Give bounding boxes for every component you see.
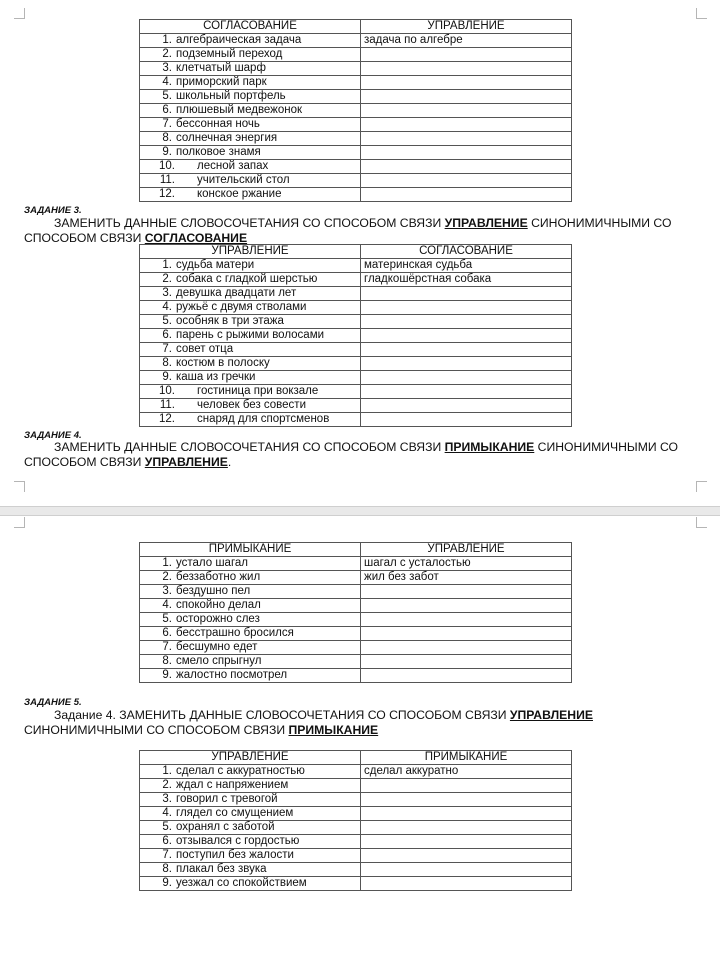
table-primykanie-upravlenie: [139, 542, 572, 683]
phrase-cell: [140, 641, 361, 655]
answer-cell: [361, 599, 572, 613]
phrase-text: осторожно слез: [176, 613, 260, 625]
phrase-text: совет отца: [176, 343, 234, 355]
table-row: [140, 849, 572, 863]
phrase-text: смело спрыгнул: [176, 655, 262, 667]
task-keyword: СОГЛАСОВАНИЕ: [144, 230, 248, 245]
answer-cell: [361, 146, 572, 160]
phrase-cell: [140, 132, 361, 146]
answer-cell: [361, 385, 572, 399]
phrase-cell: [140, 613, 361, 627]
answer-cell: [361, 413, 572, 427]
row-number: 12.: [159, 413, 175, 425]
phrase-text: спокойно делал: [176, 599, 261, 611]
phrase-cell: [140, 835, 361, 849]
phrase-cell: [140, 357, 361, 371]
table-soglasovanie-upravlenie: [139, 19, 572, 202]
phrase-text: парень с рыжими волосами: [176, 329, 325, 341]
column-header: СОГЛАСОВАНИЕ: [361, 245, 572, 259]
phrase-cell: [140, 413, 361, 427]
phrase-text: учительский стол: [197, 174, 290, 186]
answer-cell: [361, 863, 572, 877]
table-row: [140, 301, 572, 315]
phrase-text: приморский парк: [176, 76, 267, 88]
answer-cell: шагал с усталостью: [361, 557, 572, 571]
phrase-cell: [140, 301, 361, 315]
answer-cell: сделал аккуратно: [361, 765, 572, 779]
phrase-text: устало шагал: [176, 557, 249, 569]
crop-mark: [696, 481, 707, 492]
crop-mark: [14, 517, 25, 528]
phrase-cell: [140, 793, 361, 807]
task-text-part: ЗАМЕНИТЬ ДАННЫЕ СЛОВОСОЧЕТАНИЯ СО СПОСОБОМ СВЯЗИ: [54, 440, 445, 454]
phrase-cell: [140, 655, 361, 669]
answer-cell: [361, 315, 572, 329]
phrase-text: беззаботно жил: [176, 571, 261, 583]
row-number: 8.: [162, 863, 172, 875]
table-row: [140, 821, 572, 835]
task-keyword: ПРИМЫКАНИЕ: [288, 722, 379, 737]
answer-cell: [361, 613, 572, 627]
phrase-cell: [140, 174, 361, 188]
task-text-part: СИНОНИМИЧНЫМИ СО СПОСОБОМ СВЯЗИ: [24, 216, 672, 245]
answer-cell: [361, 329, 572, 343]
answer-cell: [361, 627, 572, 641]
row-number: 7.: [162, 118, 172, 130]
answer-cell: гладкошёрстная собака: [361, 273, 572, 287]
row-number: 2.: [162, 273, 172, 285]
column-header: ПРИМЫКАНИЕ: [361, 751, 572, 765]
phrase-cell: [140, 599, 361, 613]
phrase-cell: [140, 863, 361, 877]
phrase-cell: [140, 90, 361, 104]
phrase-text: человек без совести: [197, 399, 307, 411]
column-header: УПРАВЛЕНИЕ: [361, 20, 572, 34]
phrase-text: снаряд для спортсменов: [197, 413, 330, 425]
answer-cell: [361, 655, 572, 669]
task-heading: ЗАДАНИЕ 5.: [24, 697, 82, 708]
phrase-text: каша из гречки: [176, 371, 256, 383]
table-row: [140, 585, 572, 599]
phrase-cell: [140, 118, 361, 132]
table-row: [140, 399, 572, 413]
answer-cell: [361, 835, 572, 849]
row-number: 11.: [159, 399, 175, 411]
answer-cell: [361, 807, 572, 821]
phrase-text: бессонная ночь: [176, 118, 260, 130]
row-number: 4.: [162, 599, 172, 611]
phrase-cell: [140, 104, 361, 118]
task-text-part: СИНОНИМИЧНЫМИ СО СПОСОБОМ СВЯЗИ: [24, 722, 289, 737]
phrase-text: говорил с тревогой: [176, 793, 278, 805]
table-row: [140, 413, 572, 427]
phrase-text: особняк в три этажа: [176, 315, 284, 327]
table-upravlenie-soglasovanie: [139, 244, 572, 427]
phrase-cell: [140, 188, 361, 202]
table-row: [140, 613, 572, 627]
phrase-text: лесной запах: [197, 160, 269, 172]
phrase-cell: [140, 287, 361, 301]
row-number: 5.: [162, 90, 172, 102]
table-row: [140, 571, 572, 585]
row-number: 6.: [162, 627, 172, 639]
table-row: [140, 863, 572, 877]
phrase-text: ждал с напряжением: [176, 779, 289, 791]
row-number: 1.: [162, 259, 172, 271]
phrase-text: уезжал со спокойствием: [176, 877, 307, 889]
phrase-cell: [140, 779, 361, 793]
phrase-text: собака с гладкой шерстью: [176, 273, 318, 285]
row-number: 9.: [162, 371, 172, 383]
phrase-text: солнечная энергия: [176, 132, 278, 144]
answer-cell: [361, 585, 572, 599]
table-row: [140, 641, 572, 655]
table-row: [140, 599, 572, 613]
row-number: 1.: [162, 765, 172, 777]
phrase-text: судьба матери: [176, 259, 255, 271]
table-row: [140, 132, 572, 146]
row-number: 8.: [162, 357, 172, 369]
row-number: 5.: [162, 613, 172, 625]
answer-cell: [361, 104, 572, 118]
task-keyword: УПРАВЛЕНИЕ: [144, 454, 228, 469]
phrase-text: алгебраическая задача: [176, 34, 302, 46]
table-row: [140, 557, 572, 571]
phrase-text: ружьё с двумя стволами: [176, 301, 307, 313]
answer-cell: [361, 641, 572, 655]
phrase-cell: [140, 48, 361, 62]
table-row: [140, 655, 572, 669]
phrase-cell: [140, 585, 361, 599]
answer-cell: [361, 132, 572, 146]
answer-cell: [361, 48, 572, 62]
phrase-cell: [140, 273, 361, 287]
task-text: [24, 440, 684, 469]
row-number: 7.: [162, 641, 172, 653]
answer-cell: [361, 287, 572, 301]
phrase-text: девушка двадцати лет: [176, 287, 297, 299]
phrase-cell: [140, 315, 361, 329]
task-text-part: ЗАМЕНИТЬ ДАННЫЕ СЛОВОСОЧЕТАНИЯ СО СПОСОБОМ СВЯЗИ: [54, 216, 445, 230]
table-row: [140, 627, 572, 641]
phrase-text: конское ржание: [197, 188, 282, 200]
phrase-text: гостиница при вокзале: [197, 385, 319, 397]
phrase-text: школьный портфель: [176, 90, 286, 102]
row-number: 6.: [162, 104, 172, 116]
table-row: [140, 779, 572, 793]
table-row: [140, 877, 572, 891]
crop-mark: [14, 481, 25, 492]
row-number: 8.: [162, 655, 172, 667]
answer-cell: [361, 188, 572, 202]
row-number: 1.: [162, 34, 172, 46]
answer-cell: [361, 399, 572, 413]
table-row: [140, 669, 572, 683]
phrase-cell: [140, 62, 361, 76]
crop-mark: [14, 8, 25, 19]
answer-cell: [361, 301, 572, 315]
phrase-text: подземный переход: [176, 48, 283, 60]
phrase-cell: [140, 627, 361, 641]
phrase-cell: [140, 343, 361, 357]
phrase-text: плакал без звука: [176, 863, 267, 875]
phrase-text: полковое знамя: [176, 146, 261, 158]
row-number: 4.: [162, 301, 172, 313]
row-number: 11.: [159, 174, 175, 186]
row-number: 3.: [162, 793, 172, 805]
answer-cell: [361, 877, 572, 891]
row-number: 1.: [162, 557, 172, 569]
table-upravlenie-primykanie: [139, 750, 572, 891]
row-number: 4.: [162, 807, 172, 819]
row-number: 9.: [162, 877, 172, 889]
table-row: [140, 357, 572, 371]
answer-cell: [361, 343, 572, 357]
phrase-text: сделал с аккуратностью: [176, 765, 305, 777]
task-text: [24, 708, 684, 737]
table-row: [140, 385, 572, 399]
answer-cell: [361, 118, 572, 132]
row-number: 6.: [162, 329, 172, 341]
phrase-cell: [140, 146, 361, 160]
column-header: ПРИМЫКАНИЕ: [140, 543, 361, 557]
phrase-text: плюшевый медвежонок: [176, 104, 303, 116]
answer-cell: [361, 76, 572, 90]
table-row: [140, 371, 572, 385]
phrase-cell: [140, 259, 361, 273]
phrase-cell: [140, 849, 361, 863]
row-number: 7.: [162, 343, 172, 355]
answer-cell: [361, 793, 572, 807]
phrase-cell: [140, 877, 361, 891]
table-row: [140, 104, 572, 118]
table-row: [140, 259, 572, 273]
phrase-cell: [140, 571, 361, 585]
row-number: 9.: [162, 146, 172, 158]
answer-cell: [361, 357, 572, 371]
row-number: 9.: [162, 669, 172, 681]
row-number: 5.: [162, 821, 172, 833]
row-number: 7.: [162, 849, 172, 861]
phrase-cell: [140, 765, 361, 779]
table-row: [140, 90, 572, 104]
answer-cell: [361, 90, 572, 104]
phrase-text: бесстрашно бросился: [176, 627, 294, 639]
task-heading: ЗАДАНИЕ 3.: [24, 205, 82, 216]
task-heading: ЗАДАНИЕ 4.: [24, 430, 82, 441]
table-row: [140, 160, 572, 174]
crop-mark: [696, 8, 707, 19]
row-number: 3.: [162, 62, 172, 74]
phrase-cell: [140, 76, 361, 90]
column-header: УПРАВЛЕНИЕ: [140, 751, 361, 765]
answer-cell: жил без забот: [361, 571, 572, 585]
phrase-text: костюм в полоску: [176, 357, 270, 369]
phrase-cell: [140, 329, 361, 343]
column-header: УПРАВЛЕНИЕ: [140, 245, 361, 259]
table-row: [140, 343, 572, 357]
task-text-part: .: [227, 454, 232, 469]
row-number: 5.: [162, 315, 172, 327]
row-number: 2.: [162, 48, 172, 60]
crop-mark: [696, 517, 707, 528]
table-row: [140, 62, 572, 76]
answer-cell: [361, 174, 572, 188]
table-row: [140, 76, 572, 90]
answer-cell: [361, 849, 572, 863]
task-keyword: УПРАВЛЕНИЕ: [509, 708, 593, 722]
phrase-cell: [140, 557, 361, 571]
phrase-cell: [140, 669, 361, 683]
row-number: 3.: [162, 585, 172, 597]
task-text: [24, 216, 684, 245]
table-row: [140, 174, 572, 188]
phrase-text: охранял с заботой: [176, 821, 275, 833]
table-row: [140, 287, 572, 301]
phrase-cell: [140, 821, 361, 835]
answer-cell: задача по алгебре: [361, 34, 572, 48]
answer-cell: [361, 371, 572, 385]
phrase-text: клетчатый шарф: [176, 62, 266, 74]
table-row: [140, 146, 572, 160]
page-separator: [0, 506, 720, 516]
table-row: [140, 329, 572, 343]
phrase-cell: [140, 34, 361, 48]
row-number: 10.: [159, 385, 175, 397]
phrase-text: отзывался с гордостью: [176, 835, 300, 847]
phrase-cell: [140, 399, 361, 413]
row-number: 6.: [162, 835, 172, 847]
phrase-text: бездушно пел: [176, 585, 251, 597]
phrase-cell: [140, 385, 361, 399]
answer-cell: [361, 160, 572, 174]
table-row: [140, 48, 572, 62]
table-row: [140, 315, 572, 329]
table-row: [140, 835, 572, 849]
column-header: УПРАВЛЕНИЕ: [361, 543, 572, 557]
answer-cell: материнская судьба: [361, 259, 572, 273]
row-number: 2.: [162, 571, 172, 583]
table-row: [140, 793, 572, 807]
row-number: 3.: [162, 287, 172, 299]
phrase-cell: [140, 807, 361, 821]
row-number: 8.: [162, 132, 172, 144]
answer-cell: [361, 669, 572, 683]
answer-cell: [361, 62, 572, 76]
table-row: [140, 34, 572, 48]
table-row: [140, 188, 572, 202]
table-row: [140, 273, 572, 287]
table-row: [140, 118, 572, 132]
answer-cell: [361, 779, 572, 793]
task-keyword: ПРИМЫКАНИЕ: [444, 440, 535, 454]
table-row: [140, 807, 572, 821]
phrase-cell: [140, 160, 361, 174]
phrase-text: жалостно посмотрел: [176, 669, 288, 681]
row-number: 4.: [162, 76, 172, 88]
row-number: 2.: [162, 779, 172, 791]
answer-cell: [361, 821, 572, 835]
row-number: 12.: [159, 188, 175, 200]
task-text-part: Задание 4. ЗАМЕНИТЬ ДАННЫЕ СЛОВОСОЧЕТАНИЯ СО СПОСОБОМ СВЯЗИ: [54, 708, 510, 722]
phrase-cell: [140, 371, 361, 385]
task-text-part: СИНОНИМИЧНЫМИ СО СПОСОБОМ СВЯЗИ: [24, 440, 679, 469]
phrase-text: глядел со смущением: [176, 807, 294, 819]
table-row: [140, 765, 572, 779]
task-keyword: УПРАВЛЕНИЕ: [444, 216, 528, 230]
phrase-text: поступил без жалости: [176, 849, 294, 861]
column-header: СОГЛАСОВАНИЕ: [140, 20, 361, 34]
row-number: 10.: [159, 160, 175, 172]
phrase-text: бесшумно едет: [176, 641, 258, 653]
